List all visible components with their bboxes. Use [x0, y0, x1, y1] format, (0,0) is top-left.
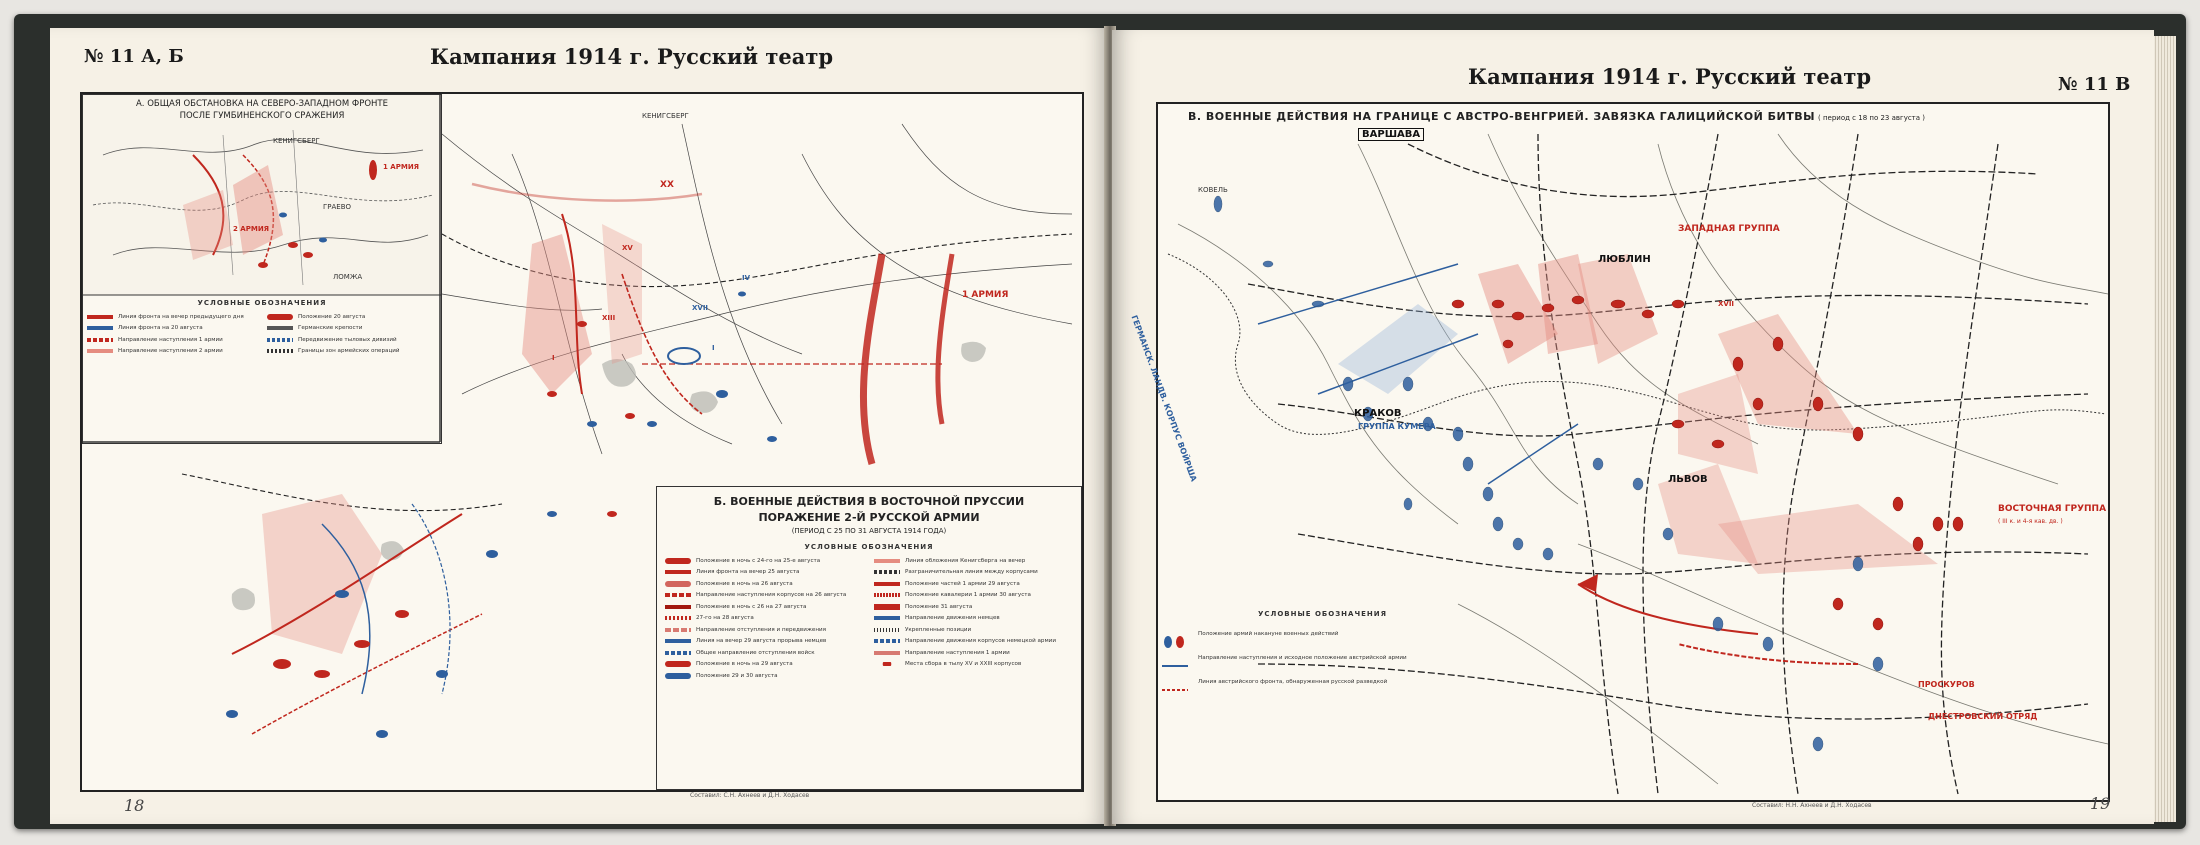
- panel-b-place-1: 1 АРМИЯ: [962, 290, 1009, 300]
- legend-row: Направление наступления и исходное положение австрийской армии: [1198, 655, 1407, 661]
- legend-row: Передвижение тыловых дивизий: [267, 334, 437, 346]
- legend-row: Линия фронта на вечер 25 августа: [665, 567, 864, 579]
- panel-b-caption-line1: Б. ВОЕННЫЕ ДЕЙСТВИЯ В ВОСТОЧНОЙ ПРУССИИ: [713, 495, 1025, 508]
- right-page-title: Кампания 1914 г. Русский театр: [1468, 64, 1872, 89]
- legend-row: Положение армий накануне военных действий: [1198, 631, 1339, 637]
- legend-row: Положение кавалерии 1 армии 30 августа: [874, 590, 1073, 602]
- right-legend-title: УСЛОВНЫЕ ОБОЗНАЧЕНИЯ: [1258, 610, 1387, 618]
- panel-b-place-7: XIII: [602, 314, 616, 322]
- legend-row: Общее направление отступления войск: [665, 647, 864, 659]
- panel-a-legend-title: УСЛОВНЫЕ ОБОЗНАЧЕНИЯ: [197, 299, 327, 307]
- legend-row: Направление отступления и передвижения: [665, 624, 864, 636]
- legend-row: Положение в ночь с 24-го на 25-е августа: [665, 555, 864, 567]
- legend-row: Линия фронта на вечер предыдущего дня: [87, 311, 257, 323]
- legend-row: Положение в ночь на 26 августа: [665, 578, 864, 590]
- label-xvii: XVII: [1718, 300, 1735, 308]
- left-page: [50, 28, 1108, 824]
- legend-row: Линия на вечер 29 августа прорыва немцев: [665, 636, 864, 648]
- legend-row: 27-го на 28 августа: [665, 613, 864, 625]
- panel-a-place-2: ЛОМЖА: [333, 273, 363, 281]
- right-map-drawing: [1158, 104, 2108, 800]
- left-page-number: № 11 А, Б: [84, 46, 184, 67]
- panel-b-place-5: IV: [742, 274, 751, 282]
- label-woyrsch-corps: ГЕРМАНСК. ЛАНДВ. КОРПУС ВОЙРША: [1129, 314, 1199, 483]
- legend-row: Линия фронта на 20 августа: [87, 323, 257, 335]
- left-page-credit: Составил: С.Н. Ахнеев и Д.Н. Ходасев: [690, 792, 810, 799]
- panel-b-place-8: I: [552, 354, 555, 362]
- panel-b-place-2: XX: [660, 180, 674, 190]
- label-lublin: ЛЮБЛИН: [1598, 254, 1651, 265]
- legend-row: Укрепленные позиции: [874, 624, 1073, 636]
- panel-a-place-3: 1 АРМИЯ: [383, 163, 420, 171]
- panel-b-place-0: КЕНИГСБЕРГ: [642, 112, 689, 120]
- label-west-group: ЗАПАДНАЯ ГРУППА: [1678, 224, 1780, 234]
- legend-row: Направление наступления корпусов на 26 августа: [665, 590, 864, 602]
- legend-row: Положение в ночь с 26 на 27 августа: [665, 601, 864, 613]
- panel-a-place-0: КЕНИГСБЕРГ: [273, 137, 320, 145]
- label-lvov: ЛЬВОВ: [1668, 474, 1708, 485]
- legend-row: Направление наступления 2 армии: [87, 346, 257, 358]
- legend-row: Положение 29 и 30 августа: [665, 670, 864, 682]
- panel-b-legend: [665, 543, 1073, 682]
- left-page-title: Кампания 1914 г. Русский театр: [430, 44, 834, 69]
- panel-b-legend-box: [656, 486, 1082, 790]
- panel-a-place-4: 2 АРМИЯ: [233, 225, 270, 233]
- label-east-group: ВОСТОЧНАЯ ГРУППА: [1998, 504, 2107, 514]
- right-page-credit: Составил: Н.Н. Ахнеев и Д.Н. Ходасев: [1752, 802, 1872, 809]
- label-east-group-note: ( III к. и 4-я кав. дв. ): [1998, 518, 2063, 525]
- left-page-folio: 18: [124, 796, 145, 815]
- label-proskurov: ПРОСКУРОВ: [1918, 680, 1975, 689]
- legend-row: Линия обложения Кенигсберга на вечер: [874, 555, 1073, 567]
- legend-row: Направление движения корпусов немецкой армии: [874, 636, 1073, 648]
- label-krakow: КРАКОВ: [1354, 408, 1402, 419]
- panel-b-legend-title: УСЛОВНЫЕ ОБОЗНАЧЕНИЯ: [804, 543, 934, 551]
- label-kovel: КОВЕЛЬ: [1198, 186, 1228, 194]
- legend-row: Линия австрийского фронта, обнаруженная русской разведкой: [1198, 679, 1388, 685]
- legend-row: Разграничительная линия между корпусами: [874, 567, 1073, 579]
- right-map-caption: В. ВОЕННЫЕ ДЕЙСТВИЯ НА ГРАНИЦЕ С АВСТРО-ВЕНГРИЕЙ. ЗАВЯЗКА ГАЛИЦИЙСКОЙ БИТВЫ: [1188, 110, 1815, 123]
- legend-row: Направление наступления 1 армии: [874, 647, 1073, 659]
- legend-row: Положение 20 августа: [267, 311, 437, 323]
- legend-row: Положение 31 августа: [874, 601, 1073, 613]
- right-map-period: ( период с 18 по 23 августа ): [1818, 114, 1926, 122]
- legend-row: Положение частей 1 армии 29 августа: [874, 578, 1073, 590]
- panel-b-place-4: I: [712, 344, 715, 352]
- right-page-folio: 19: [2090, 794, 2111, 813]
- legend-row: Направление движения немцев: [874, 613, 1073, 625]
- label-kumer-group: ГРУППА КУМЕРА: [1358, 422, 1436, 431]
- legend-row: Германские крепости: [267, 323, 437, 335]
- legend-row: Границы зон армейских операций: [267, 346, 437, 358]
- panel-b-caption-line2: ПОРАЖЕНИЕ 2-Й РУССКОЙ АРМИИ: [758, 511, 980, 524]
- left-map-frame: [80, 92, 1084, 792]
- panel-a-caption-line2: ПОСЛЕ ГУМБИНЕНСКОГО СРАЖЕНИЯ: [179, 111, 345, 121]
- label-dniester-detachment: ДНЕСТРОВСКИЙ ОТРЯД: [1928, 712, 2038, 721]
- right-page-number: № 11 В: [2058, 74, 2131, 95]
- right-page: [1112, 30, 2154, 824]
- panel-b-place-3: XVII: [692, 304, 709, 312]
- panel-b-caption-line3: (ПЕРИОД С 25 ПО 31 АВГУСТА 1914 ГОДА): [791, 527, 947, 535]
- panel-b-place-6: XV: [622, 244, 633, 252]
- right-map-legend: [1198, 610, 1518, 694]
- panel-a-place-1: ГРАЕВО: [323, 203, 352, 211]
- panel-a-caption-line1: А. ОБЩАЯ ОБСТАНОВКА НА СЕВЕРО-ЗАПАДНОМ ФРОНТЕ: [135, 99, 388, 109]
- legend-row: Места сбора в тылу XV и XXIII корпусов: [874, 659, 1073, 671]
- label-warsaw: ВАРШАВА: [1358, 128, 1424, 141]
- legend-row: Положение в ночь на 29 августа: [665, 659, 864, 671]
- right-map-frame: [1129, 102, 2110, 802]
- legend-row: Направление наступления 1 армии: [87, 334, 257, 346]
